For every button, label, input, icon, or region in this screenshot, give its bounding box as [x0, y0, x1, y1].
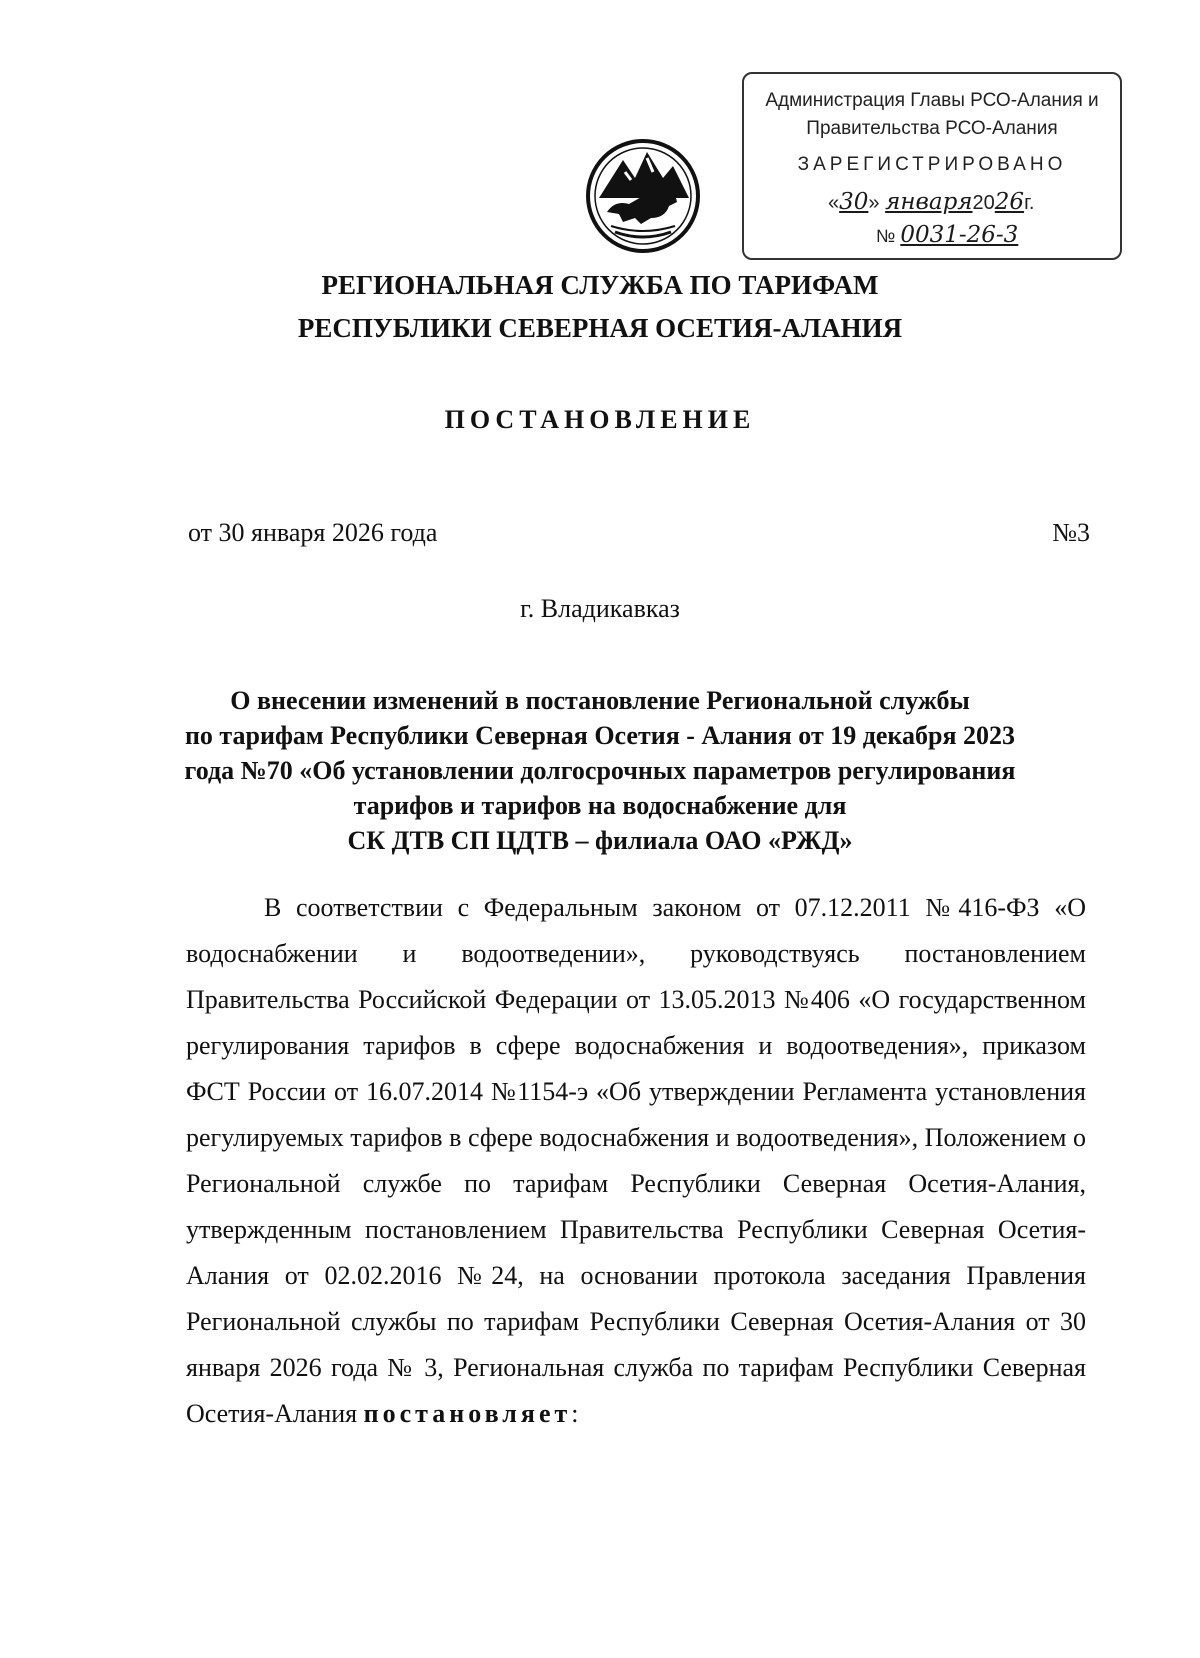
stamp-date-month: января	[885, 189, 973, 215]
subject-line: тарифов и тарифов на водоснабжение для	[353, 791, 847, 820]
stamp-registered: ЗАРЕГИСТРИРОВАНО	[797, 154, 1067, 175]
stamp-date: «30» января2026г.	[828, 189, 1035, 215]
document-date: от 30 января 2026 года	[188, 518, 438, 547]
organization-name-line-1: РЕГИОНАЛЬНАЯ СЛУЖБА ПО ТАРИФАМ	[321, 270, 879, 300]
coat-of-arms-icon	[585, 138, 701, 254]
subject-line: О внесении изменений в постановление Региональной службы	[230, 686, 970, 715]
subject-line: года №70 «Об установлении долгосрочных параметров регулирования	[184, 756, 1016, 785]
stamp-date-day: 30	[839, 189, 869, 215]
stamp-line-2: Правительства РСО-Алания	[806, 118, 1058, 139]
stamp-number: № 0031-26-3	[876, 222, 1019, 248]
preamble-text: В соответствии с Федеральным законом от 07.12.2011 №416-ФЗ «О водоснабжении и водоотведении», руководствуясь постановлением Правительства Российской Федерации от 13.05.2013 №406 «О государственном регулирования тарифов в сфере водоснабжения и водоотведения», приказом ФСТ России от 16.07.2014 №1154-э «Об утверждении Регламента установления регулируемых тарифов в сфере водоснабжения и водоотведения», Положением о Региональной службе по тарифам Республики Северная Осетия-Алания, утвержденным постановлением Правительства Республики Северная Осетия-Алания от 02.02.2016 №24, на основании протокола заседания Правления Региональной службы по тарифам Республики Северная Осетия-Алания от 30 января 2026 года № 3, Региональная служба по тарифам Республики Северная Осетия-Алания	[186, 893, 1086, 1428]
organization-name-line-2: РЕСПУБЛИКИ СЕВЕРНАЯ ОСЕТИЯ-АЛАНИЯ	[297, 313, 903, 343]
document-subject	[150, 683, 1050, 858]
subject-line: СК ДТВ СП ЦДТВ – филиала ОАО «РЖД»	[347, 826, 853, 855]
document-type: ПОСТАНОВЛЕНИЕ	[444, 405, 756, 434]
stamp-date-year: 26	[994, 189, 1025, 215]
document-number: №3	[1052, 518, 1090, 547]
resolves-word: постановляет	[363, 1399, 572, 1428]
subject-line: по тарифам Республики Северная Осетия - Алания от 19 декабря 2023	[184, 721, 1016, 750]
document-city: г. Владикавказ	[520, 594, 680, 623]
stamp-line-1: Администрация Главы РСО-Алания и	[765, 90, 1099, 111]
stamp-number-value: 0031-26-3	[900, 222, 1019, 248]
registration-stamp	[742, 72, 1122, 260]
preamble-paragraph	[186, 885, 1086, 1437]
preamble-colon: :	[571, 1399, 579, 1428]
